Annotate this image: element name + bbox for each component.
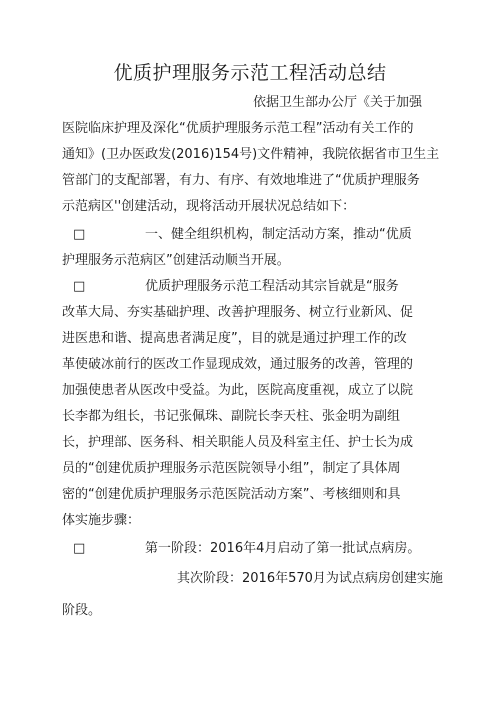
section2-line-2: 改革大局、夯实基础护理、改善护理服务、树立行业新风、促 bbox=[62, 305, 414, 320]
section4-line-2: 阶段。 bbox=[62, 603, 102, 618]
intro-line-5: 示范病区''创建活动，现将活动开展状况总结如下： bbox=[62, 199, 356, 214]
intro-line-1: 依据卫生部办公厅《关于加强 bbox=[253, 95, 423, 110]
section3-line-1: 第一阶段：2016年4月启动了第一批试点病房。 bbox=[145, 541, 421, 556]
section2-line-1: 优质护理服务示范工程活动其宗旨就是“服务 bbox=[145, 279, 399, 294]
section2-line-4: 革使破冰前行的医改工作显现成效，通过服务的改善，管理的 bbox=[62, 357, 414, 372]
section2-line-5: 加强使患者从医改中受益。为此，医院高度重视，成立了以院 bbox=[62, 383, 414, 398]
section1-line-1: 一、健全组织机构，制定活动方案，推动“优质 bbox=[145, 227, 412, 242]
bullet-marker-3: □ bbox=[73, 541, 86, 556]
section2-line-3: 进医患和谐、提高患者满足度”，目的就是通过护理工作的改 bbox=[62, 331, 407, 346]
section2-line-10: 体实施步骤： bbox=[62, 513, 141, 528]
section4-line-1: 其次阶段：2016年570月为试点病房创建实施 bbox=[177, 571, 443, 586]
intro-line-2: 医院临床护理及深化“优质护理服务示范工程”活动有关工作的 bbox=[62, 121, 414, 136]
section2-line-8: 员的“创建优质护理服务示范医院领导小组”，制定了具体周 bbox=[62, 461, 401, 476]
intro-line-3: 通知》(卫办医政发(2016)154号)文件精神，我院依据省市卫生主 bbox=[62, 147, 440, 162]
section2-line-9: 密的“创建优质护理服务示范医院活动方案”、考核细则和具 bbox=[62, 487, 401, 502]
bullet-marker-1: □ bbox=[73, 227, 86, 242]
document-title: 优质护理服务示范工程活动总结 bbox=[113, 62, 387, 84]
section2-line-6: 长李都为组长，书记张佩珠、副院长李天柱、张金明为副组 bbox=[62, 409, 401, 424]
section1-line-2: 护理服务示范病区”创建活动顺当开展。 bbox=[62, 253, 290, 268]
bullet-marker-2: □ bbox=[73, 279, 86, 294]
section2-line-7: 长，护理部、医务科、相关职能人员及科室主任、护士长为成 bbox=[62, 435, 414, 450]
intro-line-4: 管部门的支配部署，有力、有序、有效地堆进了“优质护理服务 bbox=[62, 173, 420, 188]
